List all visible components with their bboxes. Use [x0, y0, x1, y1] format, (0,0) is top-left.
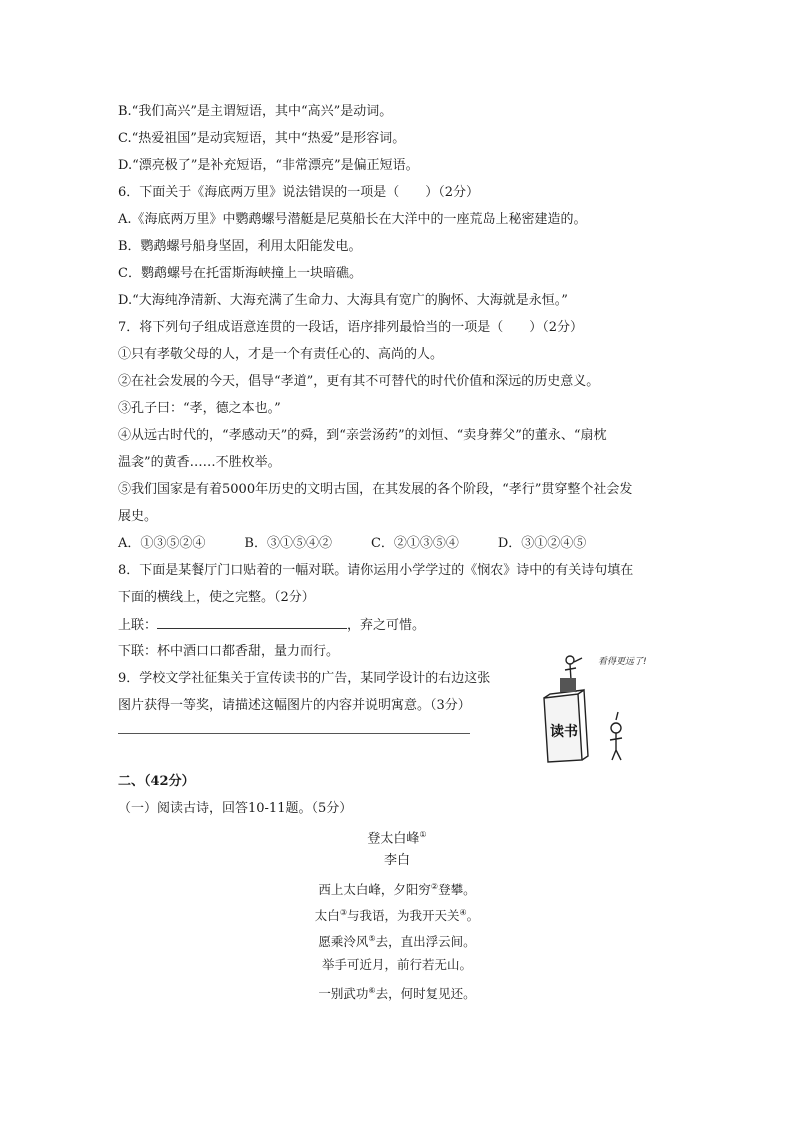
reading-cartoon — [530, 650, 685, 765]
poem-line-4: 举手可近月，前行若无山。 — [321, 957, 472, 972]
section-2-heading: 二、（42分） — [118, 774, 195, 789]
poem-line-5: 一别武功⑥去，何时复见还。 — [318, 986, 476, 1002]
sentence-4-cont: 温衾”的黄香……不胜枚举。 — [118, 455, 281, 470]
option-b-q6: B．鹦鹉螺号船身坚固，利用太阳能发电。 — [118, 239, 362, 254]
sentence-3: ③孔子曰：“孝，德之本也。” — [118, 401, 281, 416]
section-2-intro: （一）阅读古诗，回答10-11题。（5分） — [118, 801, 353, 816]
couplet-upper-label: 上联： — [118, 618, 158, 633]
option-d-q5: D.“漂亮极了”是补充短语，“非常漂亮”是偏正短语。 — [118, 158, 419, 173]
question-8: 8．下面是某餐厅门口贴着的一幅对联。请你运用小学学过的《悯农》诗中的有关诗句填在 — [118, 563, 634, 578]
answer-blank[interactable] — [157, 616, 347, 629]
question-6: 6．下面关于《海底两万里》说法错误的一项是（ ）（2分） — [118, 185, 480, 200]
poem-line-2: 太白③与我语，为我开天关④。 — [314, 908, 480, 924]
poem-title: 登太白峰① — [367, 830, 427, 847]
option-c-q5: C.“热爱祖国”是动宾短语，其中“热爱”是形容词。 — [118, 131, 406, 146]
poem-line-3: 愿乘泠风⑤去，直出浮云间。 — [318, 934, 476, 950]
answer-line[interactable] — [118, 733, 470, 734]
sentence-1: ①只有孝敬父母的人，才是一个有责任心的、高尚的人。 — [118, 347, 444, 362]
cartoon-caption: 看得更远了! — [598, 657, 647, 667]
question-8-cont: 下面的横线上，使之完整。（2分） — [118, 590, 315, 605]
poem-line-1: 西上太白峰，夕阳穷②登攀。 — [318, 882, 476, 898]
option-c-q6: C．鹦鹉螺号在托雷斯海峡撞上一块暗礁。 — [118, 266, 362, 281]
poem-author: 李白 — [383, 853, 410, 868]
book-label: 读书 — [550, 724, 578, 740]
question-7: 7．将下列句子组成语意连贯的一段话，语序排列最恰当的一项是（ ）（2分） — [118, 320, 584, 335]
question-9-cont: 图片获得一等奖，请描述这幅图片的内容并说明寓意。（3分） — [118, 698, 471, 713]
option-b-q5: B.“我们高兴”是主谓短语，其中“高兴”是动词。 — [118, 104, 393, 119]
option-a-q6: A.《海底两万里》中鹦鹉螺号潜艇是尼莫船长在大洋中的一座荒岛上秘密建造的。 — [118, 212, 587, 227]
option-d-q6: D.“大海纯净清新、大海充满了生命力、大海具有宽广的胸怀、大海就是永恒。” — [118, 293, 568, 308]
sentence-5-cont: 展史。 — [118, 509, 158, 524]
question-9: 9．学校文学社征集关于宣传读书的广告，某同学设计的右边这张 — [118, 671, 491, 686]
options-q7: A．①③⑤②④ B．③①⑤④② C．②①③⑤④ D．③①②④⑤ — [118, 536, 587, 551]
sentence-2: ②在社会发展的今天，倡导“孝道”，更有其不可替代的时代价值和深远的历史意义。 — [118, 374, 600, 389]
sentence-4: ④从远古时代的，“孝感动天”的舜，到“亲尝汤药”的刘恒、“卖身葬父”的董永、“扇枕 — [118, 428, 607, 443]
couplet-lower: 下联：杯中酒口口都香甜，量力而行。 — [118, 644, 340, 659]
couplet-upper — [118, 616, 425, 635]
couplet-upper-end: ，弃之可惜。 — [347, 618, 426, 633]
sentence-5: ⑤我们国家是有着5000年历史的文明古国，在其发展的各个阶段，“孝行”贯穿整个社会发 — [118, 482, 633, 497]
